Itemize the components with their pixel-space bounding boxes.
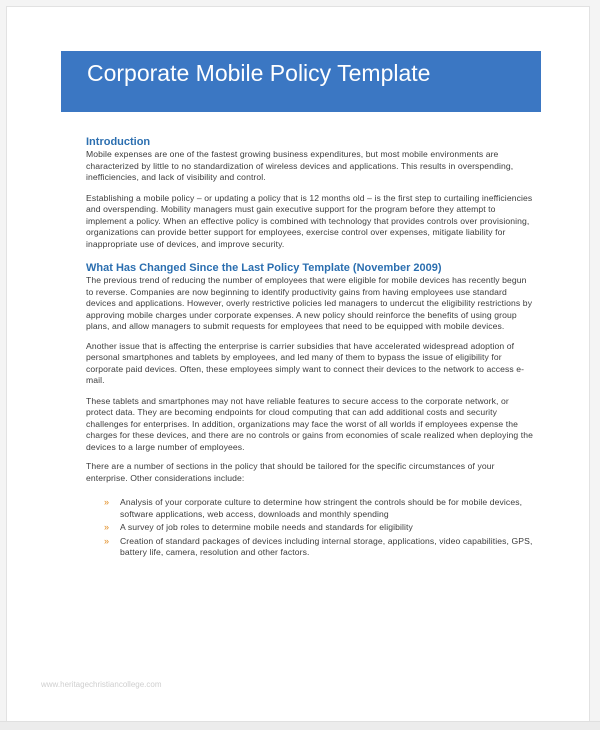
- watermark: www.heritagechristiancollege.com: [41, 680, 162, 689]
- changed-paragraph-4: There are a number of sections in the policy that should be tailored for the specific circumstances of your enterprise. Other considerations include:: [86, 461, 495, 483]
- bullet-icon: »: [104, 522, 110, 532]
- changed-paragraph-3: These tablets and smartphones may not have reliable features to secure access to the corporate network, or protect data. They are becoming endpoints for cloud computing that can add additional costs and security challenges for enterprises. In addition, organizations may face the worst of all worlds if employees expense the charges for these devices, and there are no controls or gains from economies of scale realized when deploying the devices to a large number of employees.: [86, 395, 533, 452]
- heading-introduction: Introduction: [86, 136, 151, 148]
- document-title: Corporate Mobile Policy Template: [87, 60, 431, 86]
- list-item: [86, 497, 536, 520]
- list-item-text: Creation of standard packages of devices including internal storage, applications, video capabilities, GPS, battery life, camera, resolution and other factors.: [120, 535, 533, 557]
- document-body: [86, 135, 536, 561]
- intro-paragraph-2: Establishing a mobile policy – or updating a policy that is 12 months old – is the first step to curtailing inefficiencies and overspending. Mobility managers must gain executive support for the program before they attempt to implement a policy. When an effective policy is combined with technology that provides controls over provisioning, organizations can provide better support for employees, exercise control over expenses, mitigate liability for inappropriate use of devices, and improve security.: [86, 192, 533, 249]
- title-banner: [61, 51, 541, 112]
- list-item-text: A survey of job roles to determine mobile needs and standards for eligibility: [120, 522, 413, 532]
- page-bottom-edge: [0, 721, 600, 730]
- heading-what-has-changed: What Has Changed Since the Last Policy Template (November 2009): [86, 262, 442, 274]
- changed-paragraph-2: Another issue that is affecting the enterprise is carrier subsidies that have accelerated widespread adoption of personal smartphones and tablets by employees, and led many of them to bypass the issue of eligibility for corporate paid devices. Often, these employees simply want to connect their devices to the network to access e-mail.: [86, 340, 525, 385]
- bullet-icon: »: [104, 535, 110, 546]
- list-item: [86, 522, 536, 534]
- changed-paragraph-1: The previous trend of reducing the number of employees that were eligible for mobile devices has recently begun to reverse. Companies are now beginning to identify productivity gains from having employees use standard devices and applications. However, overly restrictive policies led managers to undercut the eligibility restrictions by approving mobile charges under corporate expenses. A new policy should reinforce the benefits of using group plans, and allow managers to submit requests for employees that need to be equipped with mobile devices.: [86, 275, 533, 331]
- list-item-text: Analysis of your corporate culture to determine how stringent the controls should be for mobile devices, software applications, web access, downloads and monthly spending: [120, 497, 523, 519]
- intro-paragraph-1: Mobile expenses are one of the fastest growing business expenditures, but most mobile environments are characterized by little to no standardization of wireless devices and applications. This results in overspending, inefficiencies, and lack of visibility and control.: [86, 149, 514, 182]
- document-page: [6, 6, 590, 722]
- list-item: [86, 536, 536, 559]
- considerations-list: [86, 497, 536, 559]
- bullet-icon: »: [104, 497, 110, 507]
